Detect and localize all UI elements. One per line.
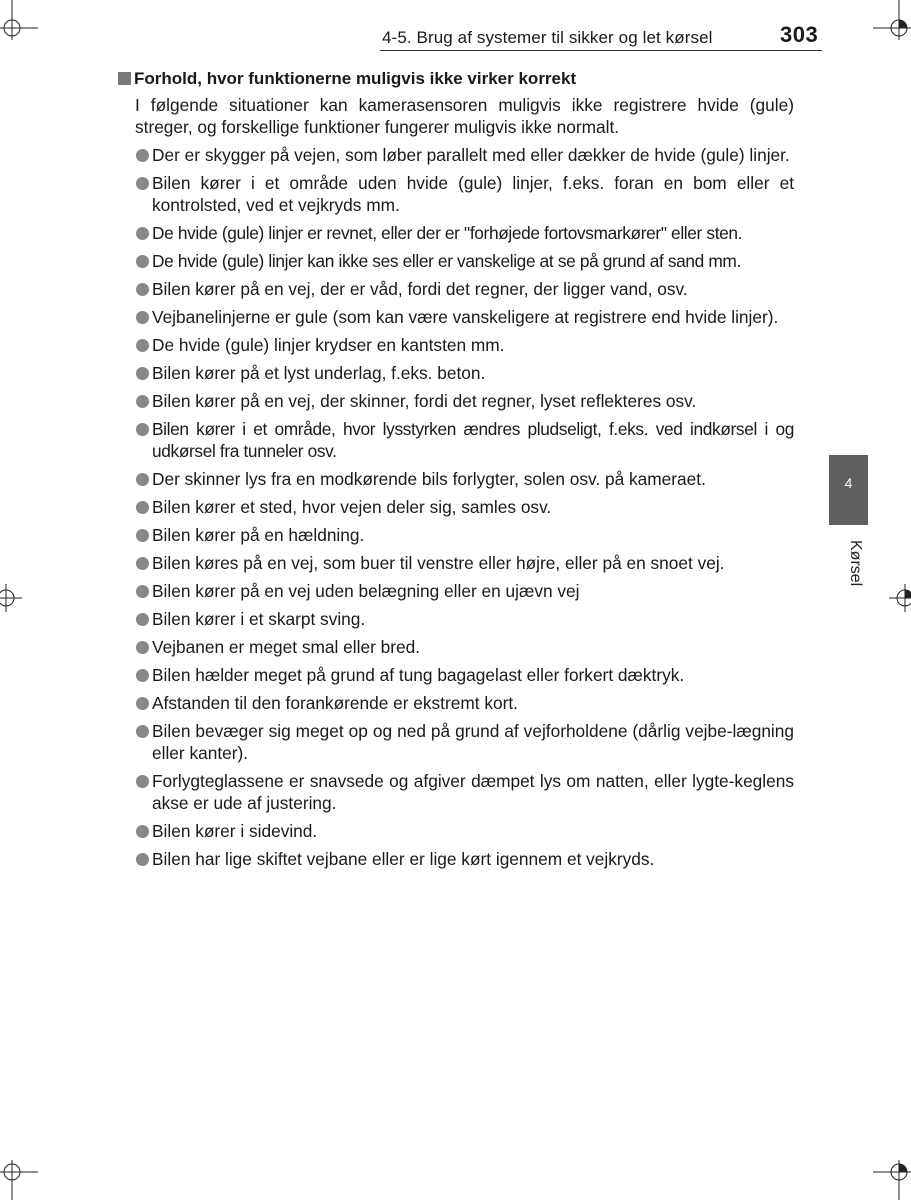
list-item: Bilen kører et sted, hvor vejen deler sig, samles osv.: [118, 496, 794, 518]
bullet-icon: [136, 227, 149, 240]
bullet-icon: [136, 557, 149, 570]
section-heading-text: Forhold, hvor funktionerne muligvis ikke virker korrekt: [134, 69, 577, 88]
list-item: Bilen kører i et skarpt sving.: [118, 608, 794, 630]
bullet-icon: [136, 613, 149, 626]
chapter-label: Kørsel: [847, 540, 864, 587]
bullet-icon: [136, 585, 149, 598]
bullet-icon: [136, 825, 149, 838]
list-item: Bilen bevæger sig meget op og ned på grund af vejforholdene (dårlig vejbe-lægning eller kanter).: [118, 720, 794, 764]
page-header: [382, 22, 822, 52]
list-item: Forlygteglassene er snavsede og afgiver dæmpet lys om natten, eller lygte-keglens akse er ude af justering.: [118, 770, 794, 814]
list-item: Der er skygger på vejen, som løber parallelt med eller dækker de hvide (gule) linjer.: [118, 144, 794, 166]
list-item: Bilen hælder meget på grund af tung bagagelast eller forkert dæktryk.: [118, 664, 794, 686]
section-heading: [118, 68, 794, 90]
list-item: Bilen kører på et lyst underlag, f.eks. beton.: [118, 362, 794, 384]
bullet-icon: [136, 473, 149, 486]
list-item: De hvide (gule) linjer krydser en kantsten mm.: [118, 334, 794, 356]
bullet-icon: [136, 311, 149, 324]
page-number: 303: [780, 22, 819, 47]
bullet-icon: [136, 283, 149, 296]
bullet-icon: [136, 423, 149, 436]
main-content: [118, 68, 794, 876]
bullet-icon: [136, 697, 149, 710]
bullet-icon: [136, 529, 149, 542]
bullet-icon: [136, 853, 149, 866]
list-item: Der skinner lys fra en modkørende bils forlygter, solen osv. på kameraet.: [118, 468, 794, 490]
bullet-icon: [136, 149, 149, 162]
list-item: De hvide (gule) linjer er revnet, eller der er "forhøjede fortovsmarkører" eller sten.: [118, 222, 794, 244]
header-rule: [380, 50, 822, 51]
list-item: Bilen kører i sidevind.: [118, 820, 794, 842]
list-item: Bilen kører i et område uden hvide (gule) linjer, f.eks. foran en bom eller et kontrolsted, ved et vejkryds mm.: [118, 172, 794, 216]
list-item: Bilen kører i et område, hvor lysstyrken ændres pludseligt, f.eks. ved indkørsel i og udkørsel fra tunneler osv.: [118, 418, 794, 462]
bullet-icon: [136, 501, 149, 514]
bullet-icon: [136, 177, 149, 190]
list-item: Bilen kører på en vej, der skinner, fordi det regner, lyset reflekteres osv.: [118, 390, 794, 412]
conditions-list: [118, 144, 794, 870]
list-item: Bilen kører på en hældning.: [118, 524, 794, 546]
bullet-icon: [136, 641, 149, 654]
chapter-number: 4: [844, 475, 853, 491]
bullet-icon: [136, 395, 149, 408]
bullet-icon: [136, 339, 149, 352]
list-item: Vejbanelinjerne er gule (som kan være vanskeligere at registrere end hvide linjer).: [118, 306, 794, 328]
bullet-icon: [136, 367, 149, 380]
list-item: Bilen kører på en vej uden belægning eller en ujævn vej: [118, 580, 794, 602]
square-bullet-icon: [118, 72, 131, 85]
list-item: Bilen kører på en vej, der er våd, fordi det regner, der ligger vand, osv.: [118, 278, 794, 300]
list-item: Afstanden til den forankørende er ekstremt kort.: [118, 692, 794, 714]
bullet-icon: [136, 669, 149, 682]
bullet-icon: [136, 725, 149, 738]
bullet-icon: [136, 775, 149, 788]
list-item: Bilen køres på en vej, som buer til venstre eller højre, eller på en snoet vej.: [118, 552, 794, 574]
list-item: Vejbanen er meget smal eller bred.: [118, 636, 794, 658]
section-title: 4-5. Brug af systemer til sikker og let kørsel: [382, 28, 713, 47]
list-item: De hvide (gule) linjer kan ikke ses eller er vanskelige at se på grund af sand mm.: [118, 250, 794, 272]
list-item: Bilen har lige skiftet vejbane eller er lige kørt igennem et vejkryds.: [118, 848, 794, 870]
bullet-icon: [136, 255, 149, 268]
chapter-tab: [829, 455, 868, 525]
intro-paragraph: I følgende situationer kan kamerasensoren muligvis ikke registrere hvide (gule) streger, og forskellige funktioner fungerer muligvis ikke normalt.: [135, 95, 794, 137]
